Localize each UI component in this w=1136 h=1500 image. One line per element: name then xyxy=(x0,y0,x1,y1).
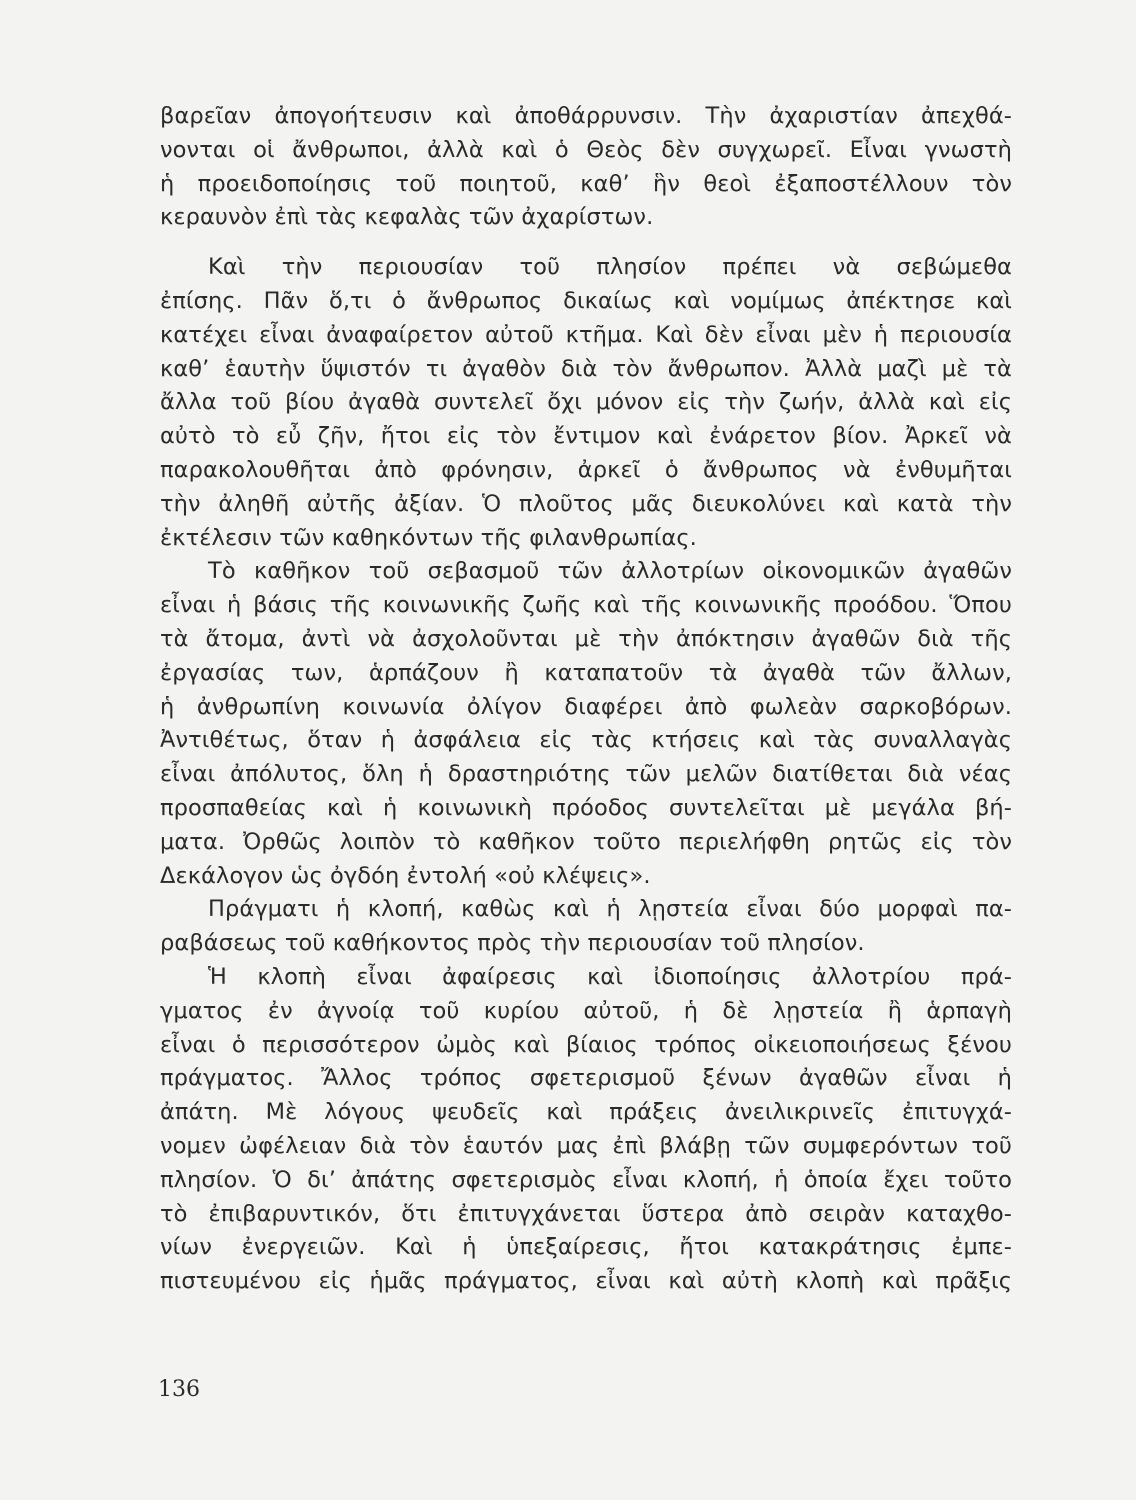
text-line: Ἡ κλοπὴ εἶναι ἀφαίρεσις καὶ ἰδιοποίησις ἀλλοτρίου πρά- xyxy=(208,963,1012,990)
text-line: νομεν ὠφέλειαν διὰ τὸν ἑαυτόν μας ἐπὶ βλάβῃ τῶν συμφερόντων τοῦ xyxy=(160,1132,1012,1159)
paragraph xyxy=(160,555,1012,893)
text-line: Τὸ καθῆκον τοῦ σεβασμοῦ τῶν ἀλλοτρίων οἰκονομικῶν ἀγαθῶν xyxy=(208,558,1012,585)
text-line: νίων ἐνεργειῶν. Καὶ ἡ ὑπεξαίρεσις, ἤτοι κατακράτησις ἐμπε- xyxy=(160,1234,1012,1261)
text-line: ἐπίσης. Πᾶν ὅ,τι ὁ ἄνθρωπος δικαίως καὶ νομίμως ἀπέκτησε καὶ xyxy=(160,287,1012,314)
page-number: 136 xyxy=(158,1377,200,1402)
text-line: εἶναι ὁ περισσότερον ὠμὸς καὶ βίαιος τρόπος οἰκειοποιήσεως ξένου xyxy=(160,1031,1012,1058)
text-line: παρακολουθῆται ἀπὸ φρόνησιν, ἀρκεῖ ὁ ἄνθρωπος νὰ ἐνθυμῆται xyxy=(160,456,1012,483)
text-line: εἶναι ἡ βάσις τῆς κοινωνικῆς ζωῆς καὶ τῆς κοινωνικῆς προόδου. Ὅπου xyxy=(160,592,1012,619)
text-line: Καὶ τὴν περιουσίαν τοῦ πλησίον πρέπει νὰ σεβώμεθα xyxy=(208,254,1012,281)
text-line: νονται οἱ ἄνθρωποι, ἀλλὰ καὶ ὁ Θεὸς δὲν συγχωρεῖ. Εἶναι γνωστὴ xyxy=(160,136,1012,163)
text-line: Ἀντιθέτως, ὅταν ἡ ἀσφάλεια εἰς τὰς κτήσεις καὶ τὰς συναλλαγὰς xyxy=(160,727,1012,754)
text-line: ἡ ἀνθρωπίνη κοινωνία ὀλίγον διαφέρει ἀπὸ φωλεὰν σαρκοβόρων. xyxy=(160,693,1012,720)
text-line: ἐκτέλεσιν τῶν καθηκόντων τῆς φιλανθρωπίας. xyxy=(160,524,697,551)
text-line: προσπαθείας καὶ ἡ κοινωνικὴ πρόοδος συντελεῖται μὲ μεγάλα βή- xyxy=(160,794,1012,821)
text-line: πιστευμένου εἰς ἡμᾶς πράγματος, εἶναι καὶ αὐτὴ κλοπὴ καὶ πρᾶξις xyxy=(160,1268,1012,1295)
text-line: εἶναι ἀπόλυτος, ὅλη ἡ δραστηριότης τῶν μελῶν διατίθεται διὰ νέας xyxy=(160,761,1012,788)
text-line: τὸ ἐπιβαρυντικόν, ὅτι ἐπιτυγχάνεται ὕστερα ἀπὸ σειρὰν καταχθο- xyxy=(160,1200,1012,1227)
text-line: τὴν ἀληθῆ αὐτῆς ἀξίαν. Ὁ πλοῦτος μᾶς διευκολύνει καὶ κατὰ τὴν xyxy=(160,490,1012,517)
text-line: Δεκάλογον ὡς ὀγδόη ἐντολή «οὐ κλέψεις». xyxy=(160,862,651,889)
text-line: κεραυνὸν ἐπὶ τὰς κεφαλὰς τῶν ἀχαρίστων. xyxy=(160,204,654,231)
text-line: ματα. Ὀρθῶς λοιπὸν τὸ καθῆκον τοῦτο περιελήφθη ρητῶς εἰς τὸν xyxy=(160,828,1012,855)
text-line: βαρεῖαν ἀπογοήτευσιν καὶ ἀποθάρρυνσιν. Τὴν ἀχαριστίαν ἀπεχθά- xyxy=(160,103,1012,129)
paragraph xyxy=(160,100,1012,235)
text-line: πλησίον. Ὁ δι’ ἀπάτης σφετερισμὸς εἶναι κλοπή, ἡ ὁποία ἔχει τοῦτο xyxy=(160,1166,1012,1193)
text-line: γματος ἐν ἀγνοίᾳ τοῦ κυρίου αὐτοῦ, ἡ δὲ λῃστεία ἢ ἁρπαγὴ xyxy=(160,997,1012,1024)
paragraph xyxy=(160,893,1012,961)
text-line: κατέχει εἶναι ἀναφαίρετον αὐτοῦ κτῆμα. Καὶ δὲν εἶναι μὲν ἡ περιουσία xyxy=(160,321,1012,348)
paragraph xyxy=(160,961,1012,1299)
text-line: τὰ ἄτομα, ἀντὶ νὰ ἀσχολοῦνται μὲ τὴν ἀπόκτησιν ἀγαθῶν διὰ τῆς xyxy=(160,625,1012,652)
text-line: ραβάσεως τοῦ καθήκοντος πρὸς τὴν περιουσίαν τοῦ πλησίον. xyxy=(160,930,865,957)
text-line: καθ’ ἑαυτὴν ὕψιστόν τι ἀγαθὸν διὰ τὸν ἄνθρωπον. Ἀλλὰ μαζὶ μὲ τὰ xyxy=(160,355,1012,382)
text-line: πράγματος. Ἄλλος τρόπος σφετερισμοῦ ξένων ἀγαθῶν εἶναι ἡ xyxy=(160,1065,1012,1092)
text-line: ἄλλα τοῦ βίου ἀγαθὰ συντελεῖ ὄχι μόνον εἰς τὴν ζωήν, ἀλλὰ καὶ εἰς xyxy=(160,389,1012,416)
text-line: ἐργασίας των, ἁρπάζουν ἢ καταπατοῦν τὰ ἀγαθὰ τῶν ἄλλων, xyxy=(160,659,1012,686)
text-line: ἡ προειδοποίησις τοῦ ποιητοῦ, καθ’ ἣν θεοὶ ἐξαποστέλλουν τὸν xyxy=(160,170,1012,197)
text-line: Πράγματι ἡ κλοπή, καθὼς καὶ ἡ λῃστεία εἶναι δύο μορφαὶ πα- xyxy=(208,896,1012,923)
text-line: αὐτὸ τὸ εὖ ζῆν, ἤτοι εἰς τὸν ἔντιμον καὶ ἐνάρετον βίον. Ἀρκεῖ νὰ xyxy=(160,423,1012,450)
text-line: ἀπάτη. Μὲ λόγους ψευδεῖς καὶ πράξεις ἀνειλικρινεῖς ἐπιτυγχά- xyxy=(160,1099,1012,1126)
paragraph-gap xyxy=(160,235,1012,251)
paragraph xyxy=(160,251,1012,555)
body-text xyxy=(160,100,1012,1299)
